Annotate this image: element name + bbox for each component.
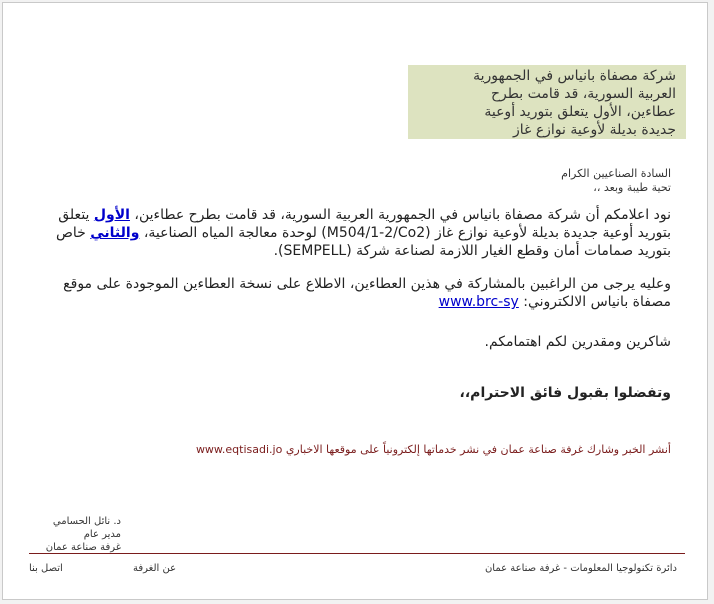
- signature: [29, 515, 121, 554]
- thanks-paragraph: شاكرين ومقدرين لكم اهتمامكم.: [484, 334, 671, 350]
- instructions-paragraph: [53, 275, 671, 311]
- signature-name: د. نائل الحسامي: [52, 516, 121, 527]
- footer-department: دائرة تكنولوجيا المعلومات - غرفة صناعة عمان: [484, 563, 677, 574]
- signature-org: غرفة صناعة عمان: [45, 542, 121, 553]
- greeting: [561, 167, 671, 195]
- footer-about-link[interactable]: عن الغرفة: [133, 563, 177, 574]
- promo-line[interactable]: أنشر الخبر وشارك غرفة صناعة عمان في نشر خدماتها إلكترونياً على موقعها الاخباري www.eqtisadi.jo: [195, 443, 671, 456]
- first-tender-link[interactable]: الأول: [93, 207, 130, 223]
- footer-divider: [29, 553, 685, 554]
- email-page: [2, 2, 708, 600]
- paragraph-text: يتعلق بتوريد أوعية جديدة بديلة لأوعية نوازع غاز (M504/1-2/Co2) لوحدة معالجة المياه الصناعية،: [58, 207, 671, 241]
- signature-role: مدير عام: [83, 529, 121, 540]
- greeting-regards: تحية طيبة وبعد ،،: [593, 181, 671, 194]
- title-box: [408, 65, 686, 139]
- announcement-paragraph: [53, 206, 671, 260]
- title-line: جديدة بديلة لأوعية نوازع غاز: [513, 122, 676, 138]
- title-line: عطاءين، الأول يتعلق بتوريد أوعية: [484, 104, 676, 120]
- paragraph-text: وعليه يرجى من الراغبين بالمشاركة في هذين العطاءين، الاطلاع على نسخة العطاءين الموجودة على موقع مصفاة بانياس الالكتروني:: [63, 276, 671, 310]
- footer-contact-link[interactable]: اتصل بنا: [29, 563, 63, 574]
- greeting-salutation: السادة الصناعيين الكرام: [561, 167, 671, 180]
- title-line: شركة مصفاة بانياس في الجمهورية: [473, 68, 676, 84]
- second-tender-link[interactable]: والثاني: [90, 225, 140, 241]
- title-line: العربية السورية، قد قامت بطرح: [490, 86, 676, 102]
- paragraph-text: نود اعلامكم أن شركة مصفاة بانياس في الجمهورية العربية السورية، قد قامت بطرح عطاءين،: [129, 207, 671, 223]
- closing-line: وتفضلوا بقبول فائق الاحترام،،: [459, 385, 671, 401]
- brc-website-link[interactable]: www.brc-sy: [438, 294, 519, 310]
- paragraph-text: خاص بتوريد صمامات أمان وقطع الغيار اللازمة لصناعة شركة (SEMPELL).: [55, 225, 671, 259]
